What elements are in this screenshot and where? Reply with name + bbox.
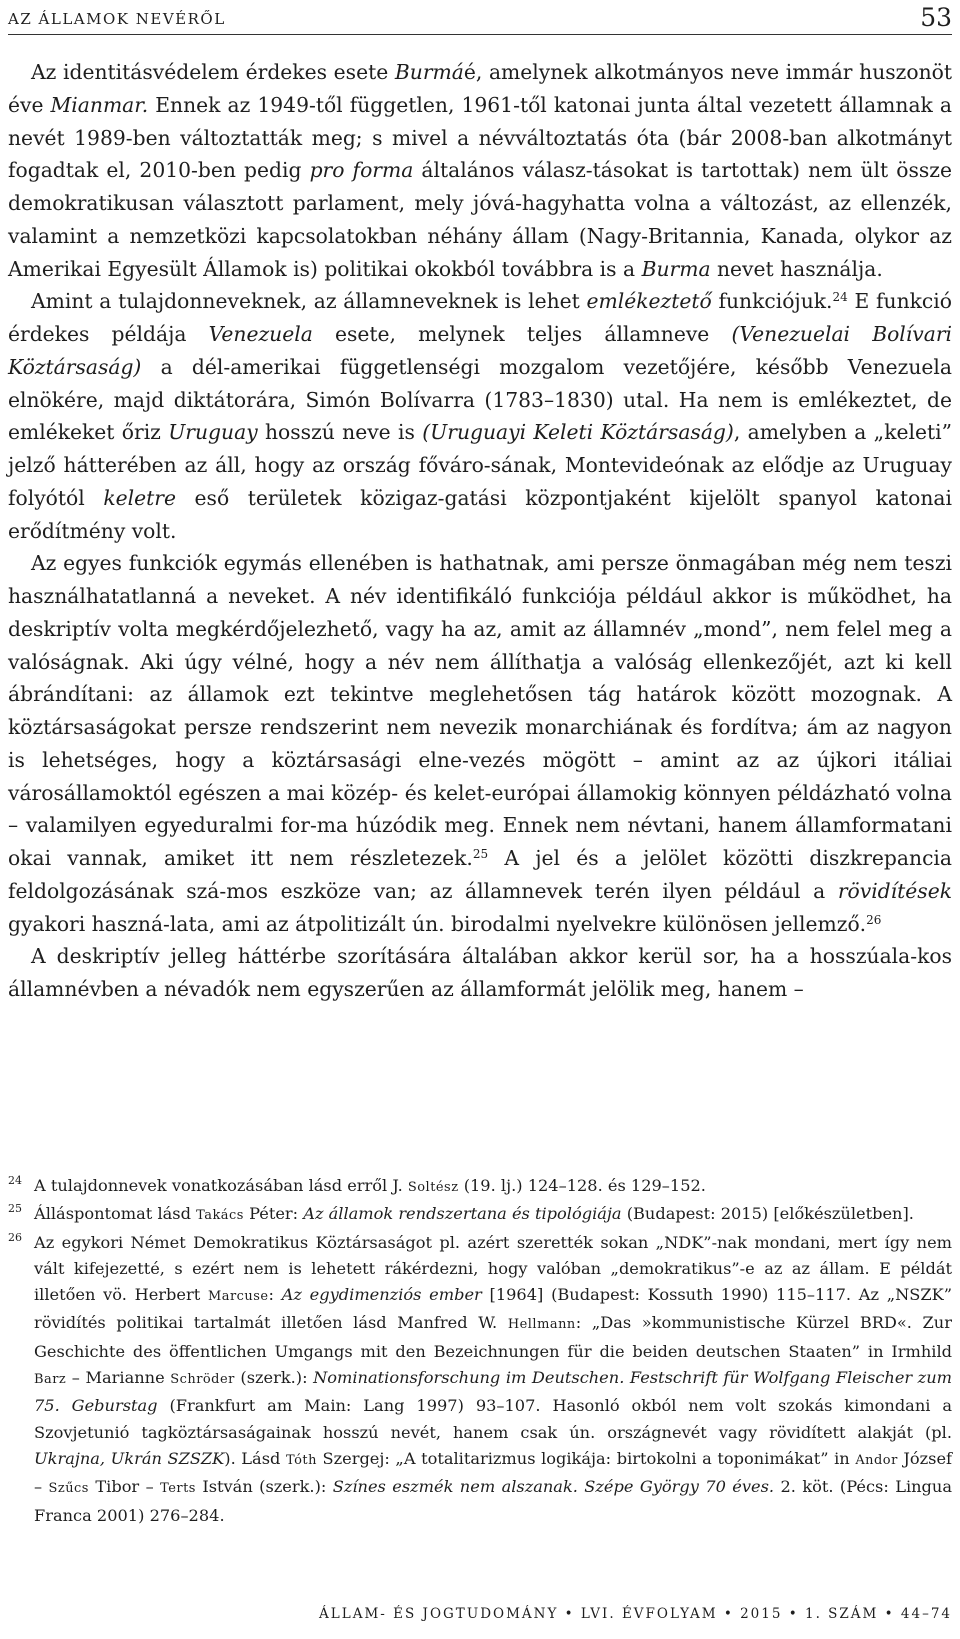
book-title: Az egydimenziós ember (281, 1285, 482, 1305)
text-run: István (szerk.): (195, 1477, 333, 1497)
text-run: Az egyes funkciók egymás ellenében is hathatnak, ami persze önmagában még nem teszi használhatatlanná a neveket. A név identifikáló funkciója például akkor is működhet, ha deskriptív volta megkérdőjelezhető, vagy ha az, amit az államnév „mond”, nem felel meg a valóságnak. Aki úgy vélné, hogy a név nem állíthatja a valóság ellenkezőjét, azt ki kell ábrándítani: az államok ezt tekintve meglehetősen tág határok között mozognak. A köztársaságokat persze rendszerint nem nevezik monarchiának és fordítva; ám az nagyon is lehetséges, hogy a köztársasági elne-vezés mögött – amint az az újkori itáliai városállamoktól egészen a mai közép- és kelet-európai államokig könnyen példázható volna – valamilyen egyeduralmi for-ma húzódik meg. Ennek nem névtani, hanem államformatani okai vannak, amiket itt nem részletezek. (8, 551, 952, 870)
italic-term: Ukrajna, Ukrán SZSZK (34, 1448, 225, 1468)
text-run: 2. köt. (Pécs: Lingua Franca 2001) 276–284. (34, 1477, 953, 1525)
author-name: Soltész (407, 1180, 459, 1195)
text-run: Ennek az 1949-től független, 1961-től katonai junta által vezetett államnak a nevét 1989-ben változtatták meg; s mivel a névváltoztatás óta (bár 2008-ban alkotmányt fogadtak el, 2010-ben pedig (8, 92, 952, 183)
italic-term: (Venezuelai Bolívari Köztársaság) (8, 322, 953, 379)
text-run: ). Lásd (224, 1448, 286, 1468)
italic-term: pro forma (309, 158, 414, 183)
text-run: E funkció érdekes példája (8, 289, 952, 346)
text-run: (19. lj.) 124–128. és 129–152. (458, 1176, 706, 1195)
running-foot: ÁLLAM- ÉS JOGTUDOMÁNY • LVI. ÉVFOLYAM • 2015 • 1. SZÁM • 44–74 (319, 1606, 952, 1622)
text-run: : „Das »kommunistische Kürzel BRD«. Zur Geschichte des öffentlichen Umgangs mit den Bezeichnungen für die beiden deutschen Staaten” in Irmhild (34, 1313, 952, 1361)
italic-term: emlékeztető (586, 289, 712, 314)
text-run: Amint a tulajdonneveknek, az államneveknek is lehet (31, 289, 587, 314)
text-run: gyakori haszná-lata, ami az átpolitizált ún. birodalmi nyelvekre különösen jellemző. (8, 911, 867, 936)
text-run: Álláspontomat lásd (34, 1204, 197, 1224)
book-title: Az államok rendszertana és tipológiája (303, 1204, 622, 1224)
text-run: A tulajdonnevek vonatkozásában lásd erről J. (34, 1176, 408, 1195)
footnote-25 (8, 1201, 952, 1229)
author-name: Barz (34, 1372, 67, 1388)
text-run: A jel és a jelölet közötti diszkrepancia feldolgozásának szá-mos eszköze van; az államnevek terén ilyen például a (8, 846, 953, 903)
text-run: esete, melynek teljes államneve (312, 322, 732, 346)
text-run: (Budapest: 2015) [előkészületben]. (621, 1204, 914, 1224)
italic-term: rövidítések (837, 878, 952, 903)
italic-term: keletre (103, 485, 176, 510)
footnote-number: 25 (8, 1202, 22, 1216)
body-text (8, 56, 952, 1006)
text-run: hosszú neve is (257, 420, 423, 445)
italic-term: (Uruguayi Keleti Köztársaság) (422, 420, 734, 445)
book-title: Nominationsforschung im Deutschen. Festschrift für Wolfgang Fleischer zum 75. Geburstag (34, 1368, 952, 1416)
page-number: 53 (920, 3, 952, 32)
author-name: Terts (160, 1481, 196, 1497)
text-run: Az identitásvédelem érdekes esete (31, 60, 395, 84)
text-run: : (268, 1285, 282, 1305)
book-title: Színes eszmék nem alszanak. Szépe György 70 éves. (332, 1477, 775, 1497)
author-name: Marcuse (207, 1289, 269, 1305)
footnote-26 (8, 1230, 952, 1529)
running-head-title: AZ ÁLLAMOK NEVÉRŐL (8, 10, 226, 28)
paragraph (8, 547, 952, 940)
footnote-ref[interactable]: 24 (832, 290, 848, 305)
footnote-number: 24 (8, 1174, 22, 1187)
italic-term: Burmá (394, 60, 464, 84)
paragraph (8, 285, 952, 547)
text-run: nevet használja. (710, 256, 883, 281)
italic-term: Burma (641, 256, 711, 281)
author-name: Tóth (285, 1452, 317, 1468)
text-run: [1964] (Budapest: Kossuth 1990) 115–117. Az „NSZK” rövidítés politikai tartalmát illetően lásd Manfred W. (34, 1285, 952, 1333)
text-run: (szerk.): (234, 1368, 314, 1388)
italic-term: Mianmar. (50, 92, 149, 117)
author-name: Schröder (170, 1372, 235, 1388)
text-run: – Marianne (66, 1368, 171, 1388)
author-name: Andor (855, 1452, 898, 1468)
author-name: Takács (196, 1208, 244, 1224)
text-run: Az egykori Német Demokratikus Köztársaságot pl. azért szerették sokan „NDK”-nak mondani, mert így nem vált kifejezetté, s ezért nem is lehetett rákérdezni, hogy valóban „demokratikus”-e az az állam. E példát illetően vö. Herbert (34, 1232, 952, 1305)
text-run: általános válasz-tásokat is tartottak) nem ült össze demokratikusan választott parlament, mely jóvá-hagyhatta volna a változást, az ellenzék, valamint a nemzetközi kapcsolatokban néhány állam (Nagy-Britannia, Kanada, olykor az Amerikai Egyesült Államok is) politikai okokból továbbra is a (8, 158, 952, 281)
text-run: Tibor – (88, 1477, 161, 1497)
italic-term: Venezuela (208, 322, 313, 346)
text-run: a dél-amerikai függetlenségi mozgalom vezetőjére, később Venezuela elnökére, majd diktátorára, Simón Bolívarra (1783–1830) utal. Ha nem is emlékeztet, de emlékeket őriz (8, 354, 952, 445)
text-run: (Frankfurt am Main: Lang 1997) 93–107. Hasonló okból nem volt szokás kimondani a Szovjetunió tagköztársaságainak hosszú nevét, hanem csak ún. országnevét vagy rövidített alakját (pl. (34, 1396, 952, 1442)
italic-term: Uruguay (168, 420, 258, 445)
text-run: A deskriptív jelleg háttérbe szorítására általában akkor kerül sor, ha a hosszúala-kos államnévben a névadók nem egyszerűen az államformát jelölik meg, hanem – (8, 944, 952, 1001)
text-run: József – (34, 1448, 953, 1497)
running-head (8, 4, 952, 35)
footnotes (8, 1173, 952, 1529)
text-run: é, amelynek alkotmányos neve immár huszonöt éve (8, 60, 952, 117)
text-run: eső területek közigaz-gatási központjaként kijelölt spanyol katonai erődítmény volt. (8, 485, 952, 543)
paragraph (8, 940, 952, 1006)
text-run: , amelyben a „keleti” jelző hátterében az áll, hogy az ország főváro-sának, Montevideónak az elődje az Uruguay folyótól (8, 420, 952, 510)
paragraph (8, 56, 952, 285)
text-run: Péter: (243, 1204, 304, 1224)
footnote-number: 26 (8, 1230, 22, 1244)
author-name: Hellmann (507, 1317, 576, 1333)
author-name: Szűcs (48, 1481, 89, 1497)
footnote-ref[interactable]: 26 (866, 912, 882, 927)
text-run: Szergej: „A totalitarizmus logikája: birtokolni a toponimákat” in (316, 1448, 856, 1468)
footnote-24 (8, 1173, 952, 1201)
footnote-ref[interactable]: 25 (472, 847, 489, 861)
text-run: funkciójuk. (711, 289, 833, 314)
